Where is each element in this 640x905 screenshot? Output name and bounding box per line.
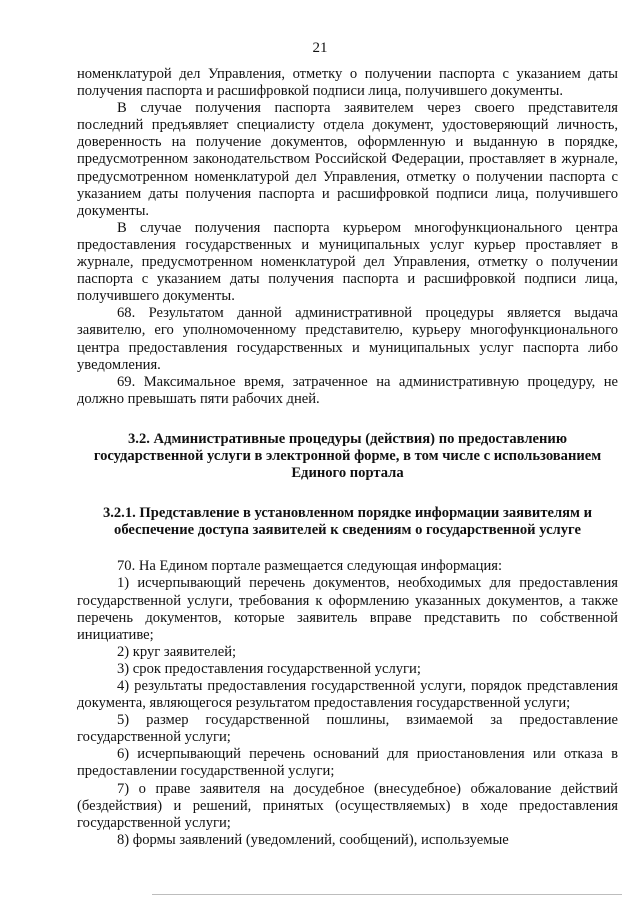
- list-item-2: 2) круг заявителей;: [117, 643, 237, 660]
- document-body: [77, 66, 618, 849]
- list-item-7: 7) о праве заявителя на досудебное (внесудебное) обжалование действий (бездействия) и решений, принятых (осуществляемых) в ходе предоставления государственной услуги;: [77, 780, 618, 831]
- list-item-5: 5) размер государственной пошлины, взимаемой за предоставление государственной услуги;: [77, 712, 618, 746]
- list-item-4: 4) результаты предоставления государственной услуги, порядок представления документа, являющегося результатом предоставления государственной услуги;: [77, 678, 618, 712]
- paragraph-continuation: номенклатурой дел Управления, отметку о получении паспорта с указанием даты получения паспорта и расшифровкой подписи лица, получившего документы.: [77, 66, 618, 100]
- paragraph-68: 68. Результатом данной административной процедуры является выдача заявителю, его уполномоченному представителю, курьеру многофункционального центра предоставления государственных и муниципальных услуг паспорта либо уведомления.: [77, 305, 618, 373]
- list-item-1: 1) исчерпывающий перечень документов, необходимых для предоставления государственной услуги, требования к оформлению указанных документов, а также перечень документов, которые заявитель вправе представить по собственной инициативе;: [77, 575, 618, 643]
- page-number: 21: [312, 40, 328, 56]
- paragraph-courier: В случае получения паспорта курьером многофункционального центра предоставления государственных и муниципальных услуг курьер проставляет в журнале, предусмотренном номенклатурой дел Управления, отметку о получении паспорта с указанием даты получения паспорта и расшифровкой подписи лица, получившего документы.: [77, 219, 618, 305]
- list-item-6: 6) исчерпывающий перечень оснований для приостановления или отказа в предоставлении государственной услуги;: [77, 746, 618, 780]
- paragraph-representative: В случае получения паспорта заявителем через своего представителя последний предъявляет специалисту отдела документ, удостоверяющий личность, доверенность на получение документов, оформленную и выданную в порядке, предусмотренном законодательством Российской Федерации, проставляет в журнале, предусмотренном номенклатурой дел Управления, отметку о получении паспорта с указанием даты получения паспорта и расшифровкой подписи лица, получившего документы.: [77, 100, 618, 219]
- list-item-8: 8) формы заявлений (уведомлений, сообщений), используемые: [117, 831, 509, 848]
- paragraph-70: 70. На Едином портале размещается следующая информация:: [117, 558, 503, 575]
- scan-edge-line: [152, 894, 622, 895]
- paragraph-69: 69. Максимальное время, затраченное на административную процедуру, не должно превышать пяти рабочих дней.: [77, 373, 618, 407]
- section-heading-3-2-1: 3.2.1. Представление в установленном порядке информации заявителям и обеспечение доступа заявителей к сведениям о государственной услуге: [102, 505, 593, 539]
- list-item-3: 3) срок предоставления государственной услуги;: [117, 660, 421, 677]
- section-heading-3-2: 3.2. Административные процедуры (действия) по предоставлению государственной услуги в электронной форме, в том числе с использованием Единого портала: [93, 430, 602, 482]
